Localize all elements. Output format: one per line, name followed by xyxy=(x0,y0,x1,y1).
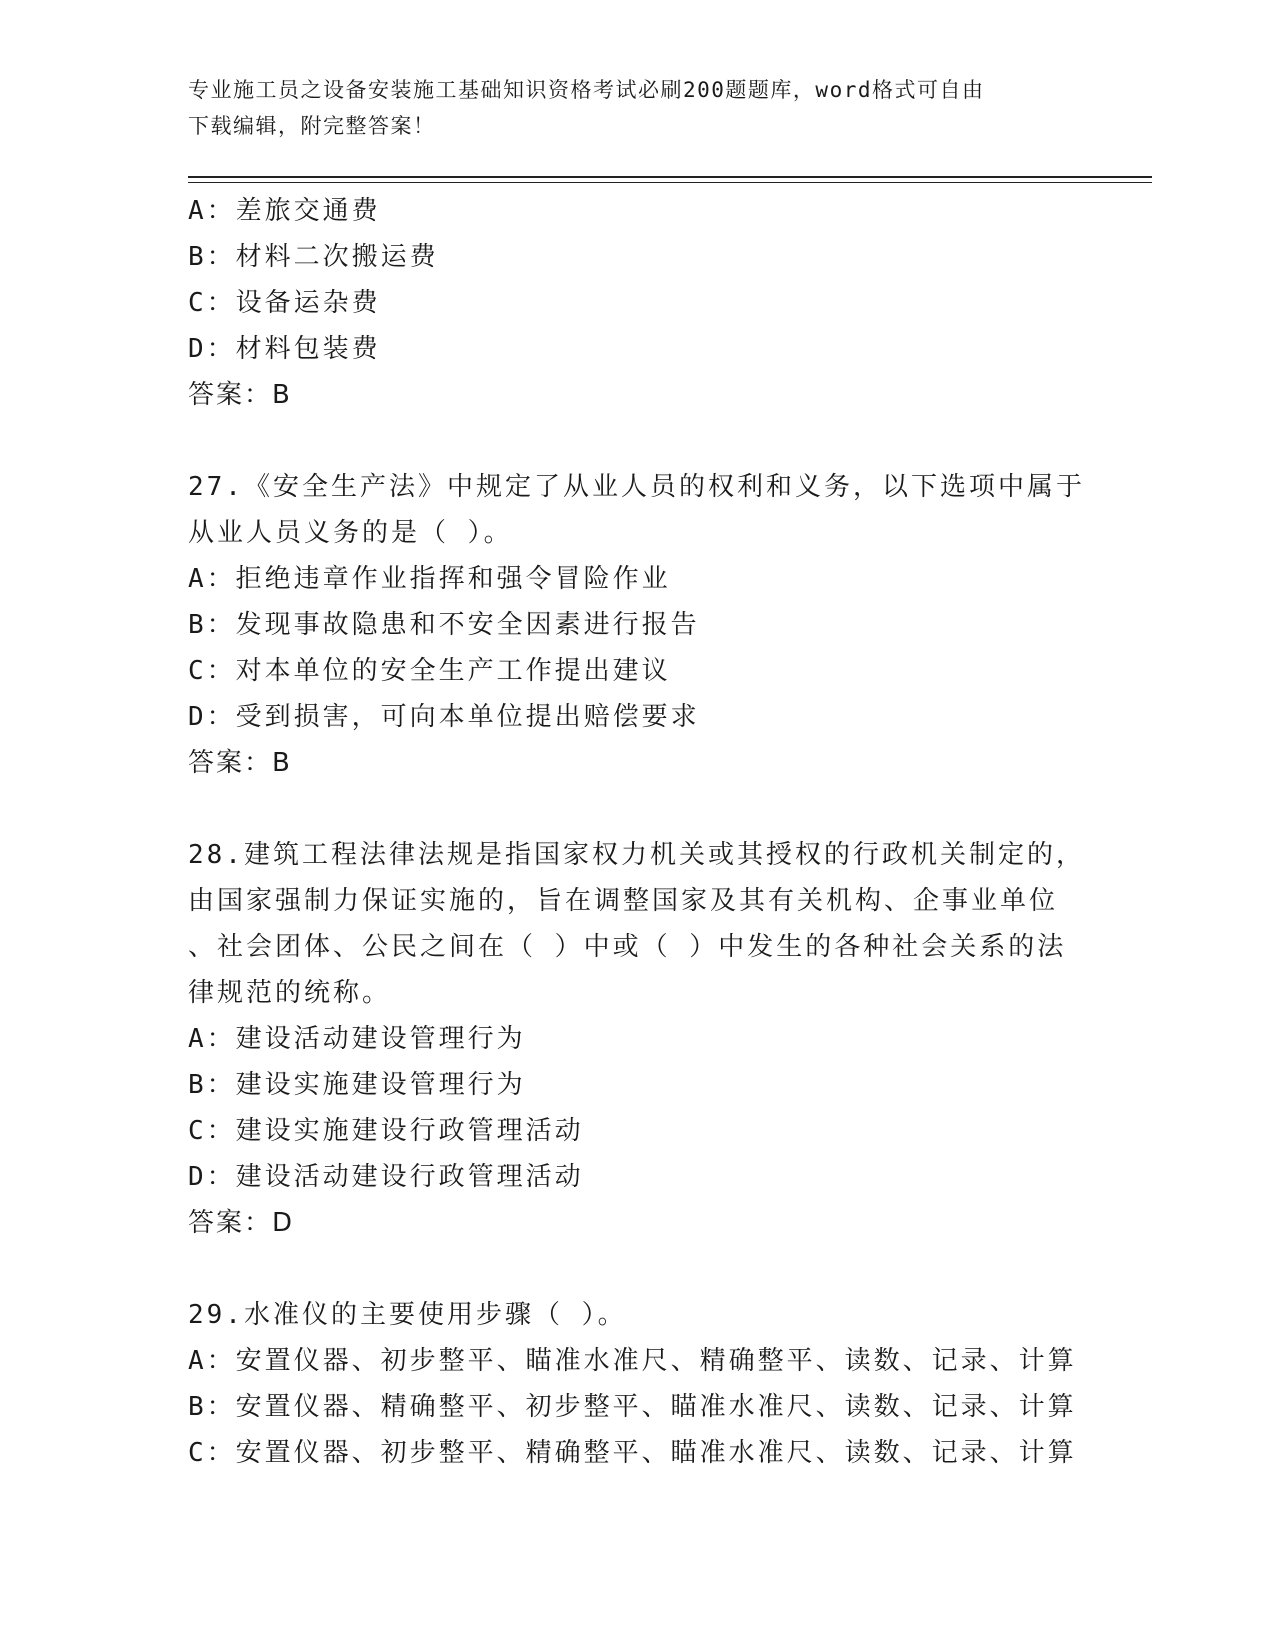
answer: 答案：B xyxy=(188,748,292,778)
question-27 xyxy=(188,464,1088,786)
option-c: C：建设实施建设行政管理活动 xyxy=(188,1116,584,1146)
header-divider-thin xyxy=(188,182,1152,183)
question-stem-line: 律规范的统称。 xyxy=(188,978,392,1008)
option-a: A：拒绝违章作业指挥和强令冒险作业 xyxy=(188,564,671,594)
option-d: D：材料包装费 xyxy=(188,334,381,364)
header-divider-thick xyxy=(188,176,1152,178)
question-stem-line: 29.水准仪的主要使用步骤（ ）。 xyxy=(188,1300,627,1330)
option-a: A：差旅交通费 xyxy=(188,196,381,226)
option-c: C：安置仪器、初步整平、精确整平、瞄准水准尺、读数、记录、计算 xyxy=(188,1438,1077,1468)
question-29 xyxy=(188,1292,1088,1476)
option-c: C：对本单位的安全生产工作提出建议 xyxy=(188,656,671,686)
option-b: B：材料二次搬运费 xyxy=(188,242,439,272)
spacer xyxy=(188,786,1088,832)
option-c: C：设备运杂费 xyxy=(188,288,381,318)
question-stem-line: 由国家强制力保证实施的，旨在调整国家及其有关机构、企事业单位 xyxy=(188,886,1059,916)
question-content xyxy=(188,188,1088,1476)
question-stem-line: 27.《安全生产法》中规定了从业人员的权利和义务，以下选项中属于 xyxy=(188,472,1085,502)
option-d: D：受到损害，可向本单位提出赔偿要求 xyxy=(188,702,700,732)
question-stem-line: 28.建筑工程法律法规是指国家权力机关或其授权的行政机关制定的， xyxy=(188,840,1085,870)
option-b: B：发现事故隐患和不安全因素进行报告 xyxy=(188,610,700,640)
option-d: D：建设活动建设行政管理活动 xyxy=(188,1162,584,1192)
spacer xyxy=(188,418,1088,464)
option-a: A：安置仪器、初步整平、瞄准水准尺、精确整平、读数、记录、计算 xyxy=(188,1346,1077,1376)
question-28 xyxy=(188,832,1088,1246)
question-26-continued xyxy=(188,188,1088,418)
header-line-2: 下载编辑，附完整答案！ xyxy=(188,114,436,138)
spacer xyxy=(188,1246,1088,1292)
answer: 答案：D xyxy=(188,1208,295,1238)
option-a: A：建设活动建设管理行为 xyxy=(188,1024,526,1054)
question-stem-line: 从业人员义务的是（ ）。 xyxy=(188,518,513,548)
option-b: B：安置仪器、精确整平、初步整平、瞄准水准尺、读数、记录、计算 xyxy=(188,1392,1077,1422)
header-line-1: 专业施工员之设备安装施工基础知识资格考试必刷200题题库，word格式可自由 xyxy=(188,78,985,102)
answer: 答案：B xyxy=(188,380,292,410)
document-header xyxy=(188,72,1068,144)
question-stem-line: 、社会团体、公民之间在（ ）中或（ ）中发生的各种社会关系的法 xyxy=(188,932,1067,962)
option-b: B：建设实施建设管理行为 xyxy=(188,1070,526,1100)
